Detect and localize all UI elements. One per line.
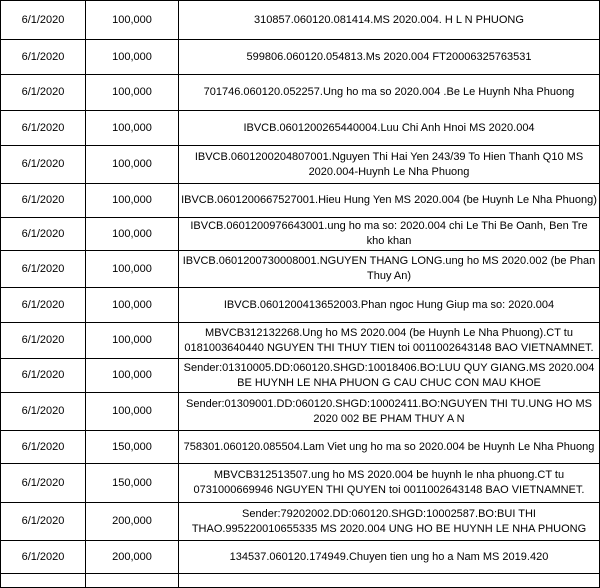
amount-cell [86,574,179,588]
table-row [1,1,600,40]
amount-cell: 100,000 [86,111,179,146]
amount-cell: 100,000 [86,146,179,184]
description-cell: Sender:01310005.DD:060120.SHGD:10018406.BO:LUU QUY GIANG.MS 2020.004 BE HUYNH LE NHA PHUON G CAU CHUC CON MAU KHOE [179,359,600,393]
amount-cell: 100,000 [86,75,179,111]
date-cell: 6/1/2020 [1,111,86,146]
amount-cell: 200,000 [86,541,179,574]
date-cell: 6/1/2020 [1,1,86,40]
description-cell: IBVCB.0601200204807001.Nguyen Thi Hai Yen 243/39 To Hien Thanh Q10 MS 2020.004-Huynh Le Nha Phuong [179,146,600,184]
description-cell: 758301.060120.085504.Lam Viet ung ho ma so 2020.004 be Huynh Le Nha Phuong [179,431,600,464]
description-cell: 310857.060120.081414.MS 2020.004. H L N PHUONG [179,1,600,40]
amount-cell: 100,000 [86,1,179,40]
date-cell: 6/1/2020 [1,464,86,503]
table-row [1,323,600,359]
description-cell: 134537.060120.174949.Chuyen tien ung ho a Nam MS 2019.420 [179,541,600,574]
table-row [1,431,600,464]
date-cell: 6/1/2020 [1,288,86,323]
date-cell: 6/1/2020 [1,251,86,288]
date-cell: 6/1/2020 [1,541,86,574]
table-row [1,218,600,251]
table-row [1,111,600,146]
amount-cell: 100,000 [86,359,179,393]
date-cell: 6/1/2020 [1,40,86,75]
amount-cell: 100,000 [86,251,179,288]
date-cell: 6/1/2020 [1,359,86,393]
description-cell [179,574,600,588]
date-cell: 6/1/2020 [1,218,86,251]
description-cell: MBVCB312513507.ung ho MS 2020.004 be huynh le nha phuong.CT tu 0731000669946 NGUYEN THI QUYEN toi 0011002643148 BAO VIETNAMNET. [179,464,600,503]
amount-cell: 100,000 [86,323,179,359]
description-cell: Sender:79202002.DD:060120.SHGD:10002587.BO:BUI THI THAO.995220010655335 MS 2020.004 UNG HO BE HUYNH LE NHA PHUONG [179,503,600,541]
table-row [1,251,600,288]
description-cell: Sender:01309001.DD:060120.SHGD:10002411.BO:NGUYEN THI TU.UNG HO MS 2020 002 BE PHAM THUY A N [179,393,600,431]
description-cell: IBVCB.0601200730008001.NGUYEN THANG LONG.ung ho MS 2020.002 (be Phan Thuy An) [179,251,600,288]
date-cell: 6/1/2020 [1,146,86,184]
description-cell: IBVCB.0601200667527001.Hieu Hung Yen MS 2020.004 (be Huynh Le Nha Phuong) [179,184,600,218]
amount-cell: 200,000 [86,503,179,541]
table-row [1,184,600,218]
amount-cell: 100,000 [86,393,179,431]
date-cell: 6/1/2020 [1,323,86,359]
amount-cell: 100,000 [86,184,179,218]
amount-cell: 100,000 [86,218,179,251]
description-cell: 701746.060120.052257.Ung ho ma so 2020.004 .Be Le Huynh Nha Phuong [179,75,600,111]
table-row [1,288,600,323]
date-cell: 6/1/2020 [1,431,86,464]
date-cell: 6/1/2020 [1,393,86,431]
date-cell: 6/1/2020 [1,503,86,541]
table-row [1,359,600,393]
description-cell: IBVCB.0601200413652003.Phan ngoc Hung Giup ma so: 2020.004 [179,288,600,323]
table-row [1,464,600,503]
description-cell: IBVCB.0601200976643001.ung ho ma so: 2020.004 chi Le Thi Be Oanh, Ben Tre kho khan [179,218,600,251]
amount-cell: 150,000 [86,464,179,503]
amount-cell: 100,000 [86,40,179,75]
table-row [1,40,600,75]
date-cell: 6/1/2020 [1,75,86,111]
date-cell: 6/1/2020 [1,184,86,218]
table-row [1,146,600,184]
description-cell: 599806.060120.054813.Ms 2020.004 FT20006325763531 [179,40,600,75]
table-row [1,393,600,431]
table-row [1,75,600,111]
amount-cell: 150,000 [86,431,179,464]
table-row [1,503,600,541]
description-cell: IBVCB.0601200265440004.Luu Chi Anh Hnoi MS 2020.004 [179,111,600,146]
amount-cell: 100,000 [86,288,179,323]
date-cell [1,574,86,588]
table-row [1,541,600,574]
description-cell: MBVCB312132268.Ung ho MS 2020.004 (be Huynh Le Nha Phuong).CT tu 0181003640440 NGUYEN THI THUY TIEN toi 0011002643148 BAO VIETNAMNET. [179,323,600,359]
table-row [1,574,600,588]
